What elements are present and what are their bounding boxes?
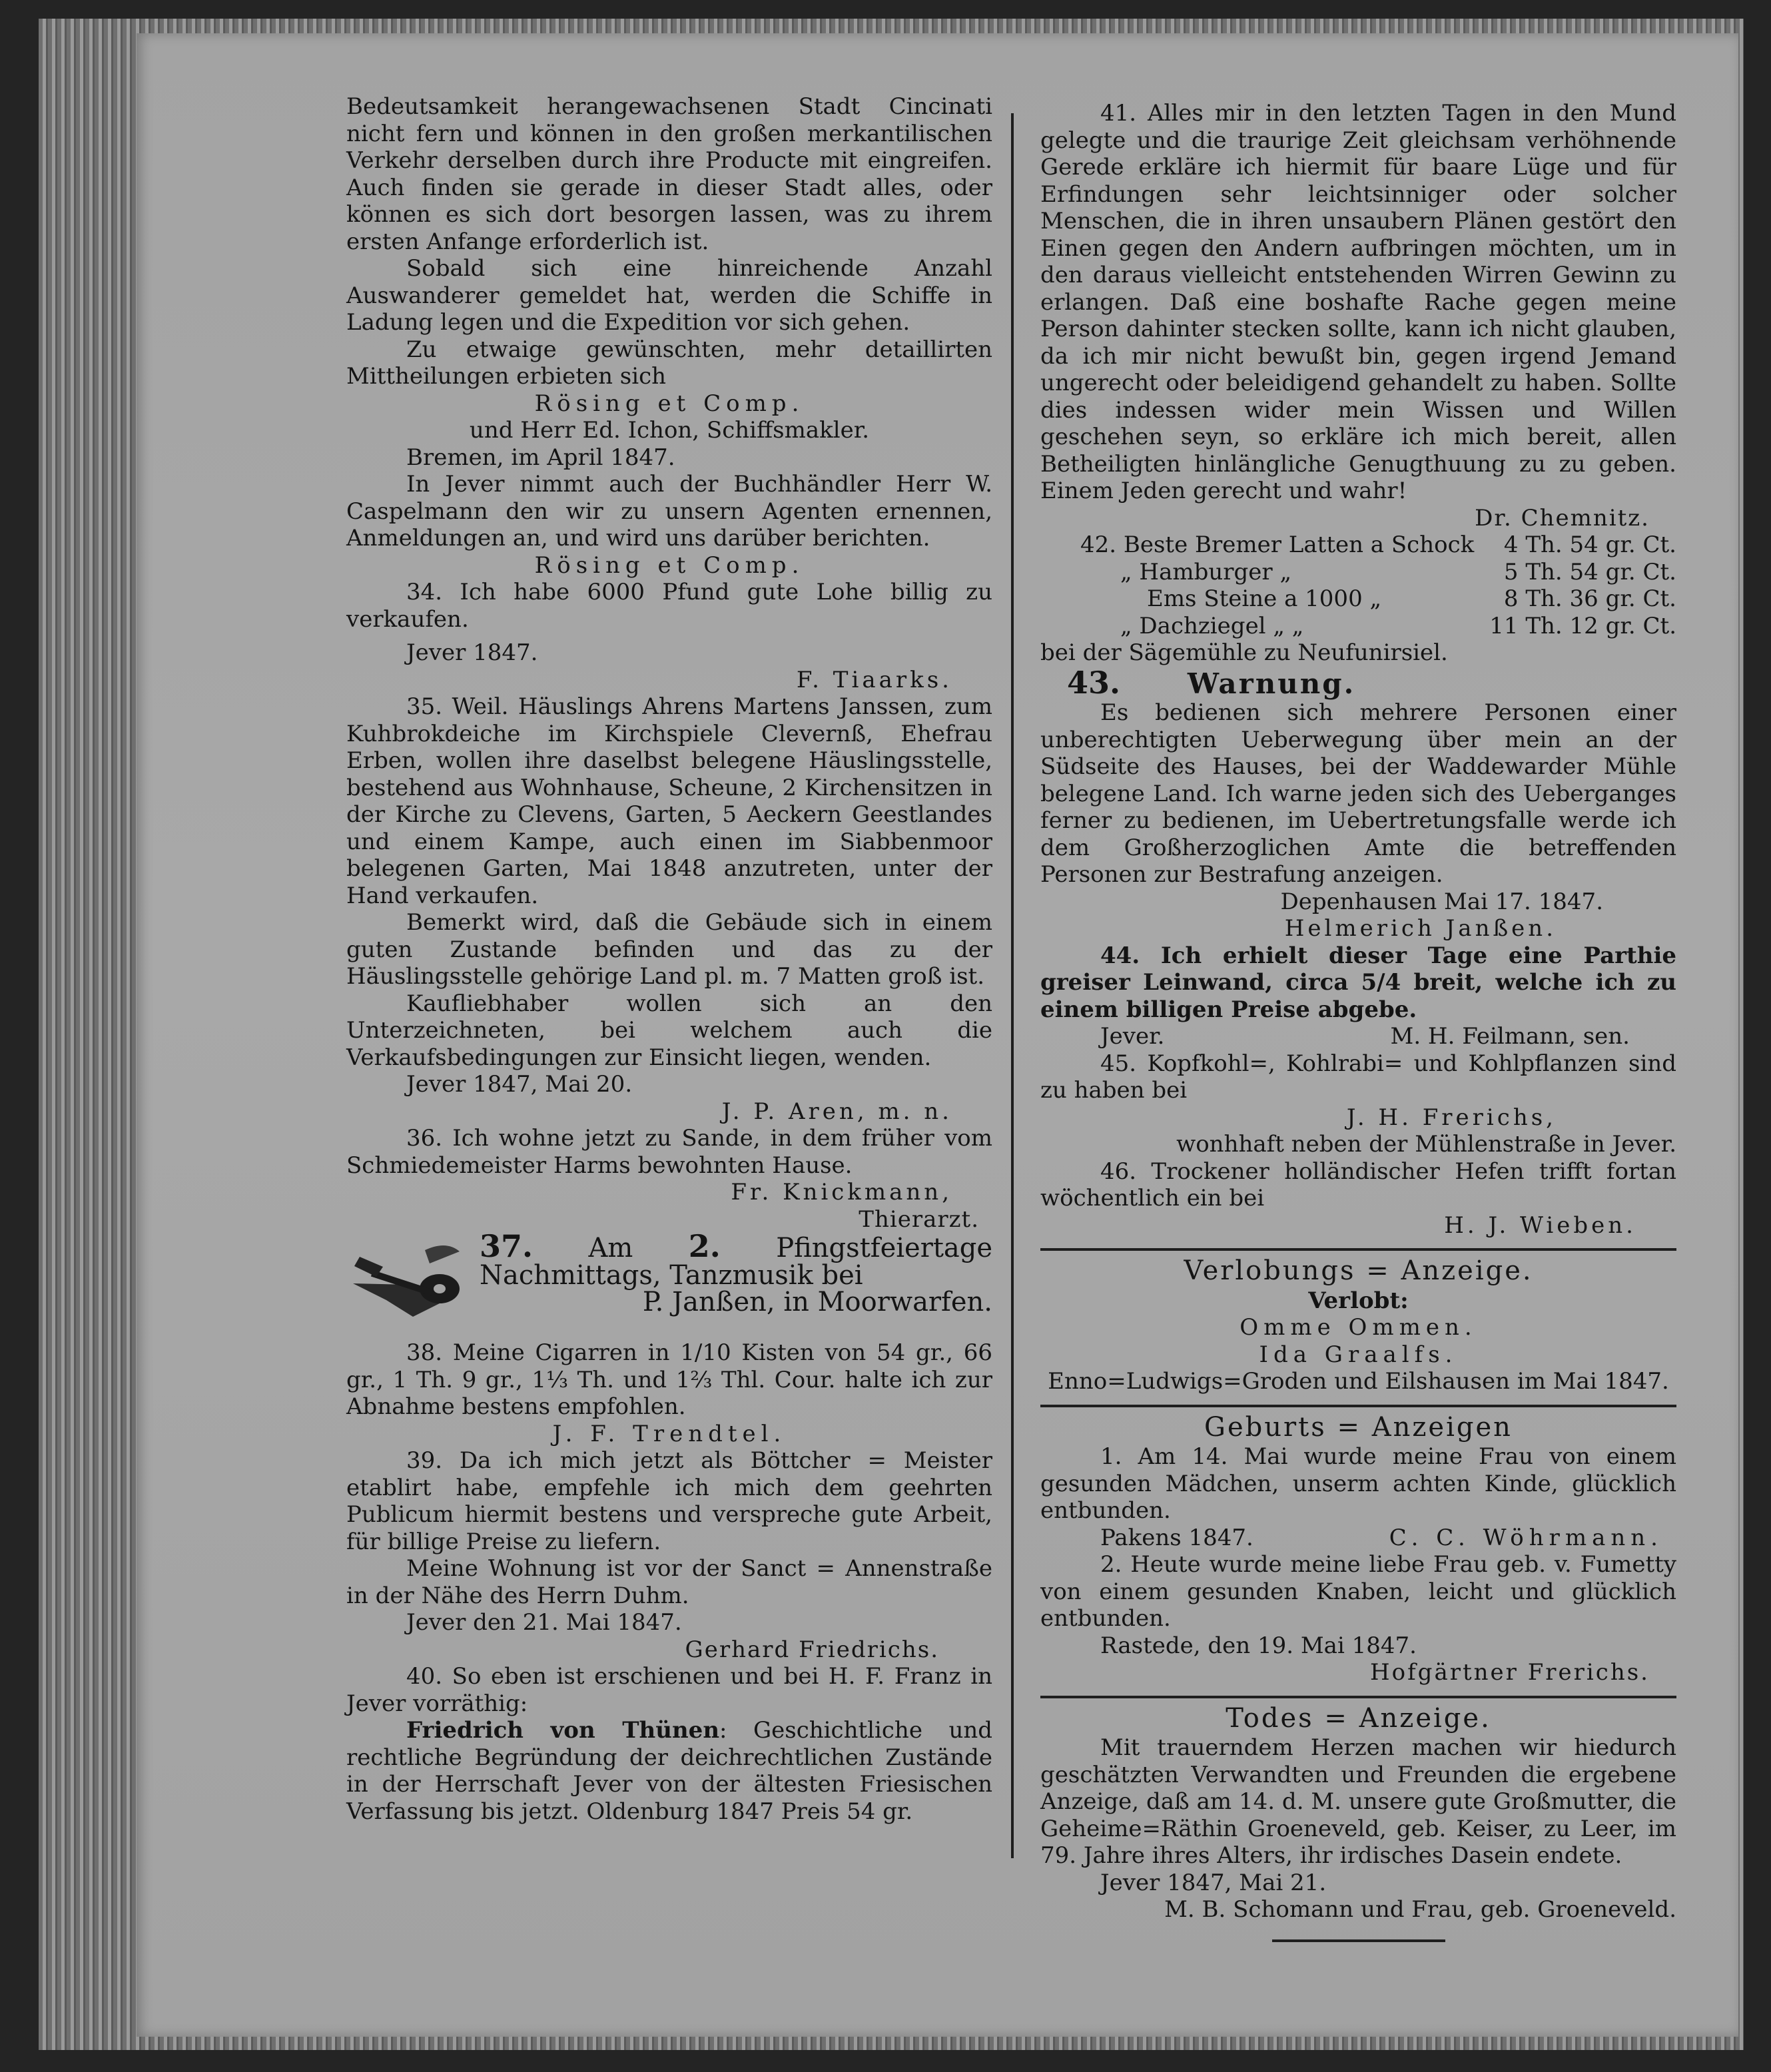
notice-41: 41. Alles mir in den letzten Tagen in den Mund gelegte und die traurige Zeit gleichsam verhöhnende Gerede erkläre ich hiermit für baare Lüge und für Erfindungen sehr leichtsinniger oder solcher Menschen, die in ihren unsaubern Plänen gestört den Einen gegen den Andern aufbringen möchten, um in den daraus vielleicht entstehenden Wirren Gewinn zu erlangen. Daß eine boshafte Rache gegen meine Person dahinter stecken sollte, kann ich nicht glauben, da ich mir nicht bewußt bin, gegen irgend Jemand ungerecht oder beleidigend gehandelt zu haben. Sollte dies indessen wider mein Wissen und Willen geschehen seyn, so erkläre ich mich bereit, allen Betheiligten hinlängliche Genugthuung zu zu geben. Einem Jeden gerecht und wahr! [1040, 100, 1676, 504]
birth-notice-1: 1. Am 14. Mai wurde meine Frau von einem gesunden Mädchen, unserm achten Kinde, glücklich entbunden. [1040, 1443, 1676, 1524]
details-paragraph: Zu etwaige gewünschten, mehr detaillirten Mittheilungen erbieten sich [346, 336, 992, 390]
signature-38: J. F. Trendtel. [552, 1420, 787, 1447]
guitar-music-icon [346, 1237, 466, 1323]
emigration-paragraph: Sobald sich eine hinreichende Anzahl Auswanderer gemeldet hat, werden die Schiffe in Ladung legen und die Expedition vor sich gehen. [346, 255, 992, 336]
signature-35: J. P. Aren, m. n. [721, 1098, 952, 1125]
signature-36: Fr. Knickmann, [731, 1179, 952, 1206]
dateline-birth-1: Pakens 1847. [1100, 1524, 1253, 1551]
death-notice: Mit trauerndem Herzen machen wir hiedurch geschätzten Verwandten und Freunden die ergebene Anzeige, daß am 14. d. M. unsere gute Großmutter, die Geheime=Räthin Groeneveld, geb. Keiser, zu Leer, im 79. Jahre ihres Alters, ihr irdisches Dasein endete. [1040, 1734, 1676, 1869]
notice-37-venue: P. Janßen, in Moorwarfen. [642, 1287, 992, 1317]
notice-35-remark: Bemerkt wird, daß die Gebäude sich in einem guten Zustande befinden und das zu der Häuslingsstelle gehörige Land pl. m. 7 Matten groß ist. [346, 909, 992, 990]
price-row: „ Hamburger „ 5 Th. 54 gr. Ct. [1120, 558, 1676, 585]
notice-37-day: 2. [688, 1228, 721, 1264]
engagement-place: Enno=Ludwigs=Groden und Eilshausen im Mai 1847. [1048, 1368, 1669, 1395]
dateline-bremen: Bremen, im April 1847. [406, 444, 675, 471]
dateline-34: Jever 1847. [406, 639, 538, 666]
notice-45: 45. Kopfkohl=, Kohlrabi= und Kohlpflanzen sind zu haben bei [1040, 1050, 1676, 1104]
birth-notice-2: 2. Heute wurde meine liebe Frau geb. v. Fumetty von einem gesunden Knaben, leicht und glücklich entbunden. [1040, 1551, 1676, 1632]
price-list-42 [1040, 531, 1676, 639]
notice-34: 34. Ich habe 6000 Pfund gute Lohe billig zu verkaufen. [346, 579, 992, 633]
notice-38: 38. Meine Cigarren in 1/10 Kisten von 54 gr., 66 gr., 1 Th. 9 gr., 1⅓ Th. und 1⅔ Thl. Cour. halte ich zur Abnahme bestens empfohlen. [346, 1339, 992, 1420]
closing-rule [1272, 1939, 1445, 1942]
notice-42-location: bei der Sägemühle zu Neufunirsiel. [1040, 639, 1448, 666]
signature-43: Helmerich Janßen. [1284, 915, 1557, 942]
engagement-heading: Verlobungs = Anzeige. [1184, 1255, 1533, 1286]
notice-44: 44. Ich erhielt dieser Tage eine Parthie greiser Leinwand, circa 5/4 breit, welche ich zu einem billigen Preise abgebe. [1040, 942, 1676, 1023]
notice-36: 36. Ich wohne jetzt zu Sande, in dem früher vom Schmiedemeister Harms bewohnten Hause. [346, 1125, 992, 1179]
signature-39: Gerhard Friedrichs. [685, 1636, 939, 1663]
engagement-subheading: Verlobt: [1308, 1287, 1409, 1314]
dateline-birth-2: Rastede, den 19. Mai 1847. [1100, 1632, 1417, 1659]
notice-43-heading: Warnung. [1187, 667, 1356, 700]
dateline-39: Jever den 21. Mai 1847. [406, 1609, 682, 1636]
signature-44: M. H. Feilmann, sen. [1390, 1023, 1630, 1050]
birth-notice-1-footer [1040, 1525, 1676, 1552]
price-row: Ems Steine a 1000 „ 8 Th. 36 gr. Ct. [1147, 585, 1676, 612]
notice-40-author: Friedrich von Thünen [406, 1717, 720, 1744]
signature-46: H. J. Wieben. [1444, 1211, 1636, 1239]
notice-40: 40. So eben ist erschienen und bei H. F. Franz in Jever vorräthig: [346, 1663, 992, 1717]
signature-birth-1: C. C. Wöhrmann. [1389, 1524, 1663, 1551]
signature-34: F. Tiaarks. [796, 666, 952, 693]
section-rule [1040, 1405, 1676, 1407]
notice-43-number: 43. [1067, 664, 1121, 701]
engaged-name-2: Ida Graalfs. [1259, 1341, 1458, 1368]
birth-heading: Geburts = Anzeigen [1204, 1411, 1513, 1443]
notice-35-buyers: Kaufliebhaber wollen sich an den Unterzeichneten, bei welchem auch die Verkaufsbedingungen zur Einsicht liegen, wenden. [346, 990, 992, 1071]
notice-43: Es bedienen sich mehrere Personen einer unberechtigten Ueberwegung über mein an der Südseite des Hauses, bei der Waddewarder Mühle belegene Land. Ich warne jeden sich des Ueberganges ferner zu bedienen, im Uebertretungsfalle werde ich dem Großherzoglichen Amte die betreffenden Personen zur Bestrafung anzeigen. [1040, 699, 1676, 888]
column-divider [1011, 113, 1014, 1858]
agent-paragraph: In Jever nimmt auch der Buchhändler Herr W. Caspelmann den wir zu unsern Agenten ernennen, Anmeldungen an, und wird uns darüber berichten. [346, 471, 992, 551]
death-heading: Todes = Anzeige. [1226, 1702, 1491, 1734]
signature-41: Dr. Chemnitz. [1475, 504, 1650, 531]
signature-36-title: Thierarzt. [859, 1206, 979, 1233]
notice-39-address: Meine Wohnung ist vor der Sanct = Annenstraße in der Nähe des Herrn Duhm. [346, 1555, 992, 1609]
notice-37 [346, 1228, 993, 1339]
dateline-death: Jever 1847, Mai 21. [1100, 1869, 1327, 1896]
signature-rosing-2: Rösing et Comp. [534, 551, 805, 579]
section-rule [1040, 1248, 1676, 1251]
section-rule [1040, 1696, 1676, 1698]
notice-44-footer [1040, 1023, 1676, 1050]
signature-birth-2: Hofgärtner Frerichs. [1369, 1659, 1650, 1686]
notice-39: 39. Da ich mich jetzt als Böttcher = Meister etablirt habe, empfehle ich mich dem geehrten Publicum hiermit bestens und verspreche gute Arbeit, für billige Preise zu liefern. [346, 1447, 992, 1555]
engaged-name-1: Omme Ommen. [1240, 1314, 1477, 1341]
dateline-43: Depenhausen Mai 17. 1847. [1280, 888, 1603, 915]
notice-37-text: Pfingstfeiertage Nachmittags, Tanzmusik bei [480, 1233, 993, 1291]
notice-35: 35. Weil. Häuslings Ahrens Martens Janssen, zum Kuhbrokdeiche im Kirchspiele Clevernß, Ehefrau Erben, wollen ihre daselbst belegene Häuslingsstelle, bestehend aus Wohnhause, Scheune, 2 Kirchensitzen in der Kirche zu Clevens, Garten, 5 Aeckern Geestlandes und einem Kampe, auch einen im Siabbenmoor belegenen Garten, Mai 1848 anzutreten, unter der Hand verkaufen. [346, 693, 992, 909]
signature-ichon: und Herr Ed. Ichon, Schiffsmakler. [469, 417, 870, 444]
notice-46: 46. Trockener holländischer Hefen trifft fortan wöchentlich ein bei [1040, 1158, 1676, 1211]
dateline-35: Jever 1847, Mai 20. [406, 1071, 633, 1098]
continued-paragraph: Bedeutsamkeit herangewachsenen Stadt Cincinati nicht fern und können in den großen merkantilischen Verkehr derselben durch ihre Producte mit eingreifen. Auch finden sie gerade in dieser Stadt alles, oder können es sich dort besorgen lassen, was zu ihrem ersten Anfange erforderlich ist. [346, 93, 992, 255]
notice-45-address: wonhhaft neben der Mühlenstraße in Jever. [1176, 1131, 1676, 1158]
dateline-44: Jever. [1100, 1023, 1165, 1050]
notice-37-number: 37. [480, 1228, 533, 1264]
signature-rosing: Rösing et Comp. [534, 390, 805, 417]
right-column [1040, 100, 1676, 1942]
notice-40-title: : Geschichtliche und rechtliche Begründung der deichrechtlichen Zustände in der Herrschaft Jever von der ältesten Friesischen Verfassung bis jetzt. Oldenburg 1847 Preis 54 gr. [346, 1717, 992, 1825]
price-row: „ Dachziegel „ „ 11 Th. 12 gr. Ct. [1120, 612, 1676, 639]
signature-death: M. B. Schomann und Frau, geb. Groeneveld. [1164, 1896, 1676, 1923]
signature-45: J. H. Frerichs, [1346, 1104, 1557, 1131]
left-column [346, 93, 992, 1825]
price-row: 42. Beste Bremer Latten a Schock 4 Th. 54 gr. Ct. [1080, 531, 1676, 558]
notice-37-am: Am [588, 1233, 633, 1263]
